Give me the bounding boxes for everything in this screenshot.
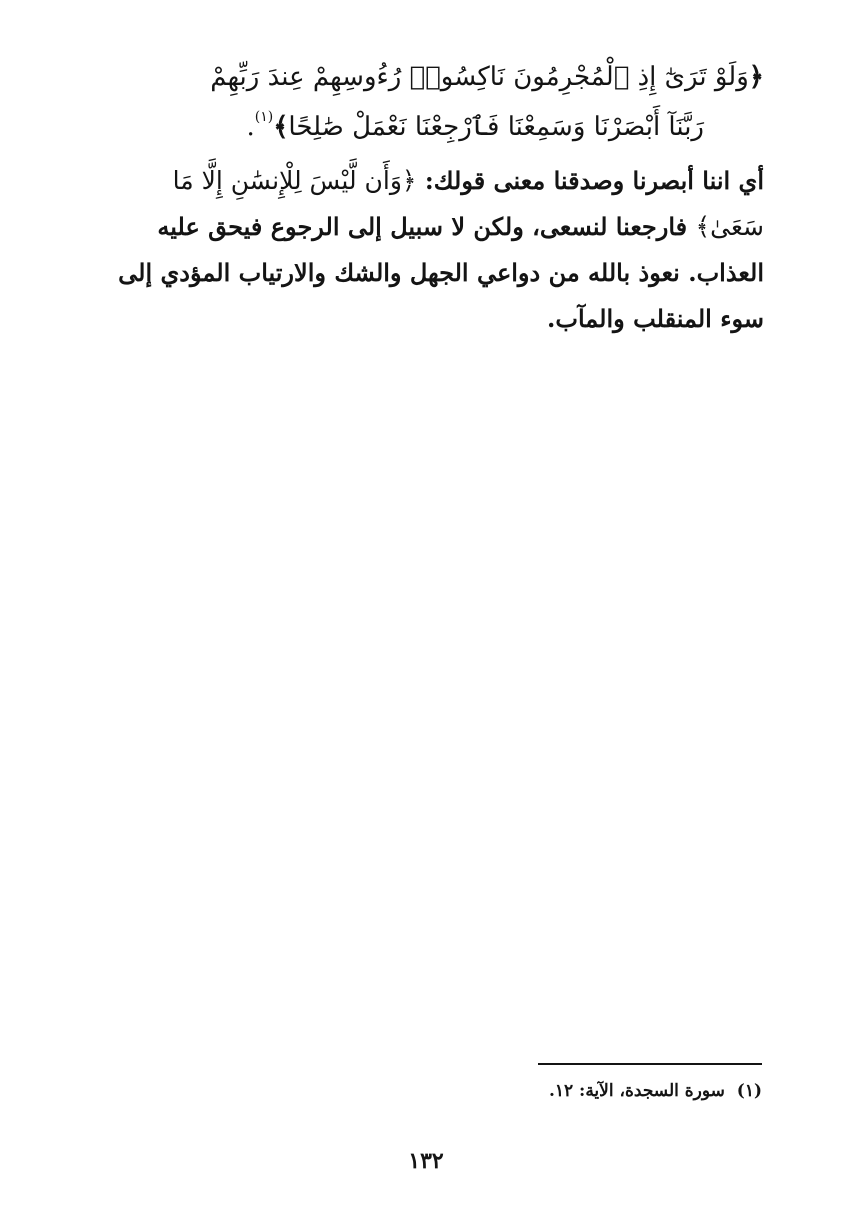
- commentary-paragraph: [88, 158, 764, 342]
- verse-close-bracket: ﴾: [273, 112, 289, 142]
- paragraph-line-2-text: فارجعنا لنسعى، ولكن لا سبيل إلى الرجوع فيحق عليه: [157, 212, 696, 241]
- paragraph-line-4: سوء المنقلب والمآب.: [547, 304, 764, 333]
- paragraph-line-1-text: أي اننا أبصرنا وصدقنا معنى قولك:: [416, 166, 764, 195]
- verse-footnote-reference[interactable]: (١): [254, 109, 274, 125]
- inline-quran-quote-start: ﴿وَأَن لَّيْسَ لِلْإِنسَٰنِ إِلَّا مَا: [172, 166, 417, 195]
- footnote-text: سورة السجدة، الآية: ١٢.: [548, 1081, 725, 1101]
- verse-end-mark: .: [246, 112, 255, 142]
- verse-line-1: [88, 52, 764, 102]
- paragraph-line-3: العذاب. نعوذ بالله من دواعي الجهل والشك والارتياب المؤدي إلى: [118, 258, 764, 287]
- footnote: [400, 1074, 762, 1108]
- verse-line-1-text: وَلَوْ تَرَىٰٓ إِذِ ٱلْمُجْرِمُونَ نَاكِسُوا۟ رُءُوسِهِمْ عِندَ رَبِّهِمْ: [210, 62, 749, 92]
- verse-open-bracket: ﴿: [748, 62, 764, 92]
- paragraph-line-1: [88, 158, 764, 204]
- footnote-number: (١): [736, 1081, 762, 1101]
- verse-line-2: [88, 102, 704, 152]
- footnote-separator: [538, 1063, 762, 1065]
- paragraph-line-2: [88, 204, 764, 250]
- quran-verse-block: [88, 52, 764, 152]
- verse-line-2-text: رَبَّنَآ أَبْصَرْنَا وَسَمِعْنَا فَٱرْجِعْنَا نَعْمَلْ صَٰلِحًا: [288, 112, 704, 142]
- inline-quran-quote-end: سَعَىٰ﴾: [695, 212, 764, 241]
- page-number: ١٣٢: [408, 1148, 444, 1174]
